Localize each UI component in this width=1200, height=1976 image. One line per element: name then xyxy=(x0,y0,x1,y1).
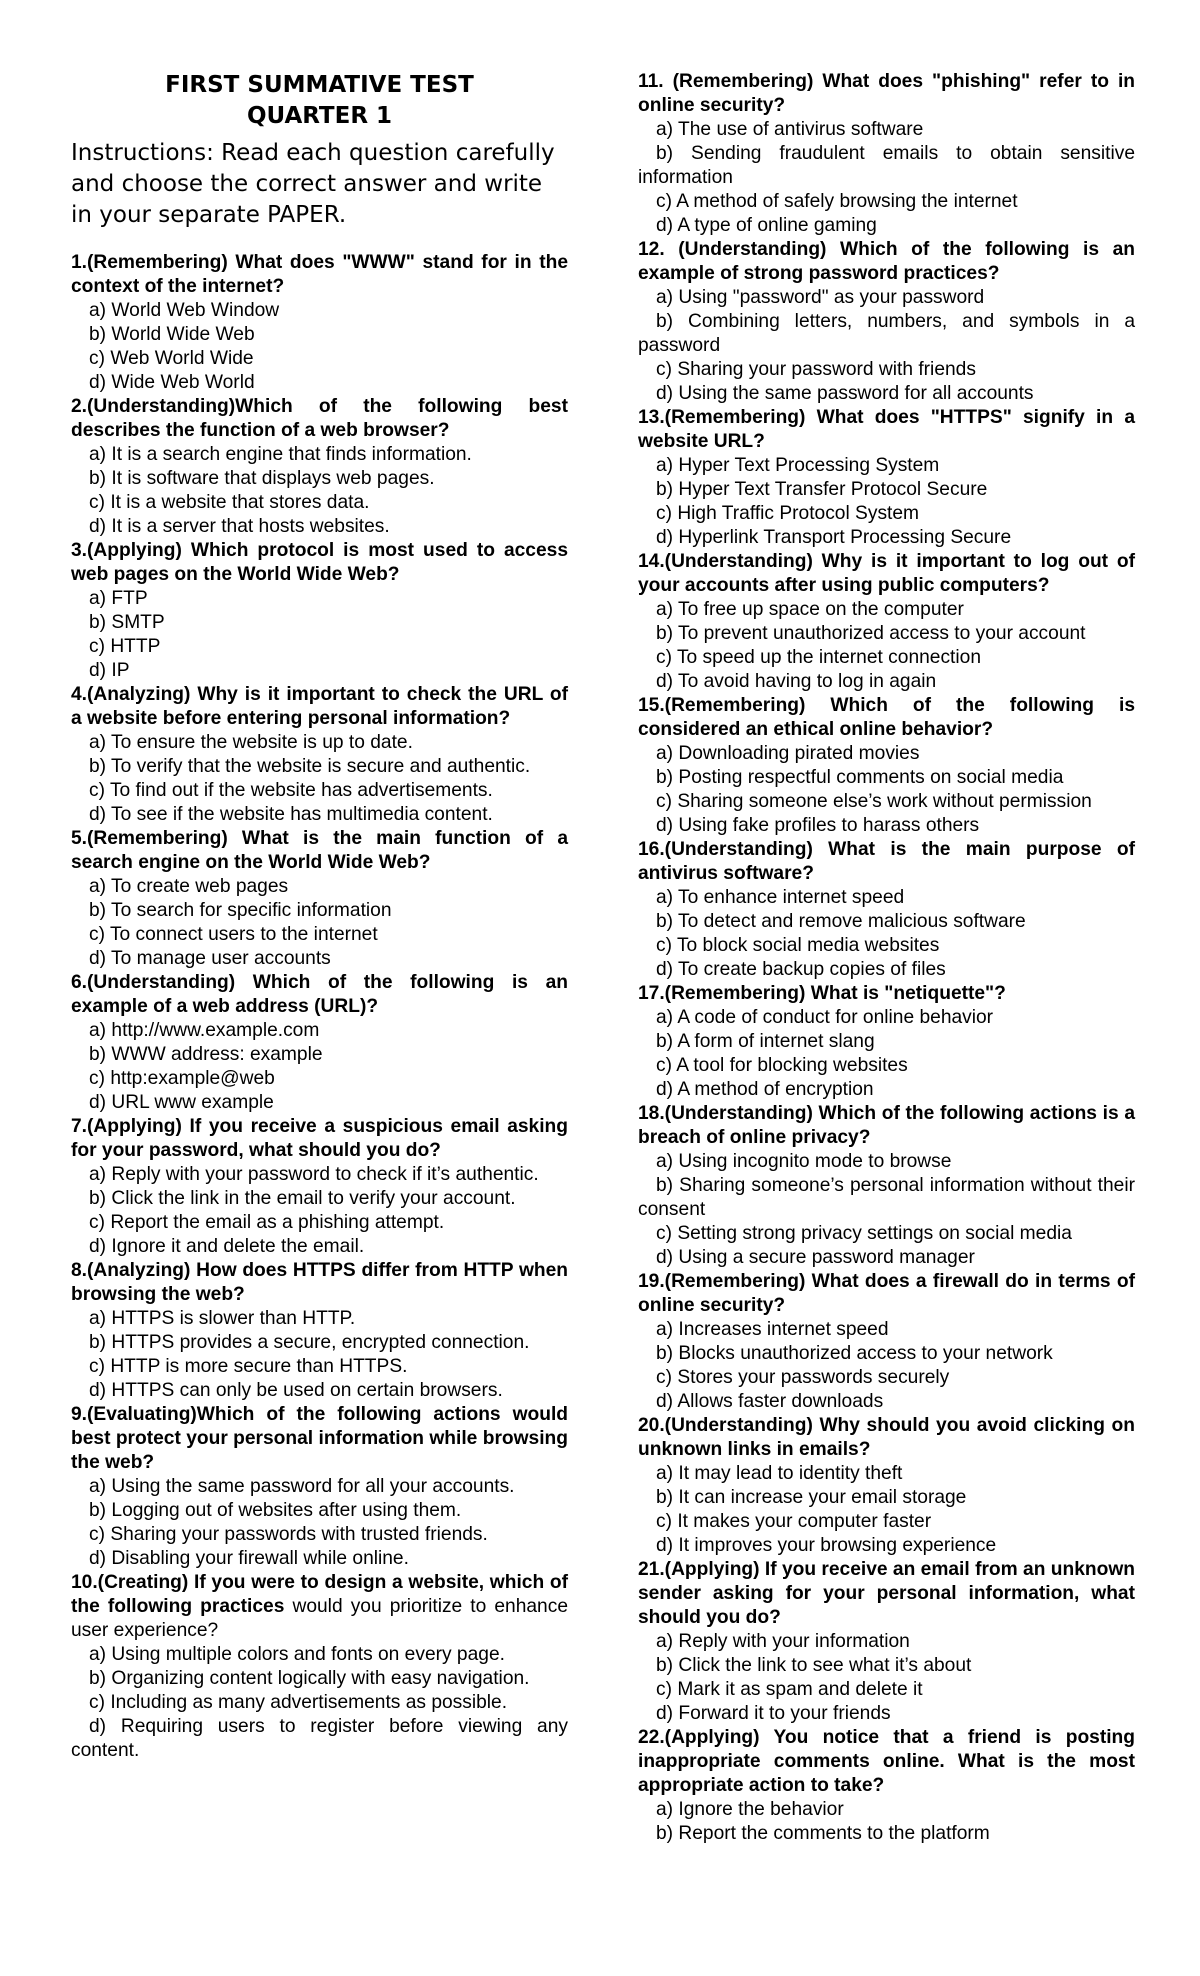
question-10 xyxy=(71,1571,568,1763)
option-a: a) Ignore the behavior xyxy=(656,1799,844,1820)
option-c: c) http:example@web xyxy=(89,1068,275,1089)
option-b: b) Hyper Text Transfer Protocol Secure xyxy=(656,479,988,500)
option-b: b) A form of internet slang xyxy=(656,1031,875,1052)
option-c: c) To connect users to the internet xyxy=(89,924,378,945)
question-7 xyxy=(71,1115,568,1259)
question-text: 12. (Understanding) Which of the following is an example of strong password practices? xyxy=(638,239,1135,284)
option-d: d) Ignore it and delete the email. xyxy=(89,1236,365,1257)
option-c: c) It makes your computer faster xyxy=(656,1511,932,1532)
question-text: 6.(Understanding) Which of the following is an example of a web address (URL)? xyxy=(71,972,568,1017)
question-2 xyxy=(71,395,568,539)
instructions: Instructions: Read each question carefully and choose the correct answer and write in your separate PAPER. xyxy=(71,140,555,228)
option-b: b) Sharing someone’s personal information without their consent xyxy=(638,1175,1135,1220)
option-c: c) To speed up the internet connection xyxy=(656,647,981,668)
option-c: c) Sharing someone else’s work without permission xyxy=(656,791,1092,812)
option-b: b) Logging out of websites after using them. xyxy=(89,1500,462,1521)
option-b: b) Sending fraudulent emails to obtain sensitive information xyxy=(638,143,1135,188)
option-c: c) Sharing your password with friends xyxy=(656,359,976,380)
option-d: d) Allows faster downloads xyxy=(656,1391,884,1412)
question-text: 14.(Understanding) Why is it important to log out of your accounts after using public computers? xyxy=(638,551,1135,596)
left-column xyxy=(71,70,568,1763)
question-text: 4.(Analyzing) Why is it important to check the URL of a website before entering personal information? xyxy=(71,684,568,729)
option-a: a) HTTPS is slower than HTTP. xyxy=(89,1308,356,1329)
question-21 xyxy=(638,1558,1135,1726)
option-d: d) Using the same password for all accounts xyxy=(656,383,1034,404)
quarter-title: QUARTER 1 xyxy=(246,103,393,129)
option-c: c) Setting strong privacy settings on social media xyxy=(656,1223,1072,1244)
option-a: a) Downloading pirated movies xyxy=(656,743,920,764)
option-b: b) To search for specific information xyxy=(89,900,392,921)
option-a: a) Using multiple colors and fonts on every page. xyxy=(89,1644,505,1665)
option-c: c) A tool for blocking websites xyxy=(656,1055,908,1076)
option-b: b) HTTPS provides a secure, encrypted connection. xyxy=(89,1332,530,1353)
option-d: d) It is a server that hosts websites. xyxy=(89,516,390,537)
question-16 xyxy=(638,838,1135,982)
option-d: d) A type of online gaming xyxy=(656,215,877,236)
question-text: 7.(Applying) If you receive a suspicious email asking for your password, what should you do? xyxy=(71,1116,568,1161)
option-a: a) It is a search engine that finds information. xyxy=(89,444,472,465)
option-b: b) To verify that the website is secure and authentic. xyxy=(89,756,531,777)
option-b: b) To detect and remove malicious software xyxy=(656,911,1026,932)
option-c: c) Sharing your passwords with trusted friends. xyxy=(89,1524,488,1545)
option-c: c) Stores your passwords securely xyxy=(656,1367,950,1388)
option-a: a) Reply with your password to check if it’s authentic. xyxy=(89,1164,539,1185)
question-text: 18.(Understanding) Which of the following actions is a breach of online privacy? xyxy=(638,1103,1135,1148)
option-c: c) Mark it as spam and delete it xyxy=(656,1679,923,1700)
option-d: d) To create backup copies of files xyxy=(656,959,946,980)
option-a: a) Using the same password for all your accounts. xyxy=(89,1476,515,1497)
question-4 xyxy=(71,683,568,827)
option-d: d) To see if the website has multimedia content. xyxy=(89,804,493,825)
option-a: a) A code of conduct for online behavior xyxy=(656,1007,994,1028)
option-b: b) Report the comments to the platform xyxy=(656,1823,990,1844)
option-a: a) To create web pages xyxy=(89,876,289,897)
question-12 xyxy=(638,238,1135,406)
option-d: d) Disabling your firewall while online. xyxy=(89,1548,409,1569)
option-a: a) The use of antivirus software xyxy=(656,119,924,140)
question-text: 1.(Remembering) What does "WWW" stand for in the context of the internet? xyxy=(71,252,568,297)
question-text-bold: 10.(Creating) If you were to design a website, which of the following practices xyxy=(71,1572,568,1617)
question-text: 19.(Remembering) What does a firewall do in terms of online security? xyxy=(638,1271,1135,1316)
question-3 xyxy=(71,539,568,683)
option-d: d) A method of encryption xyxy=(656,1079,874,1100)
option-b: b) SMTP xyxy=(89,612,165,633)
option-d: d) IP xyxy=(89,660,130,681)
option-b: b) Combining letters, numbers, and symbols in a password xyxy=(638,311,1135,356)
question-text-tail: would you prioritize to enhance user experience? xyxy=(71,1596,568,1641)
option-a: a) To enhance internet speed xyxy=(656,887,905,908)
option-d: d) To manage user accounts xyxy=(89,948,331,969)
option-b: b) To prevent unauthorized access to your account xyxy=(656,623,1086,644)
question-22 xyxy=(638,1726,1135,1846)
option-c: c) A method of safely browsing the internet xyxy=(656,191,1018,212)
question-11 xyxy=(638,70,1135,238)
option-c: c) Report the email as a phishing attempt. xyxy=(89,1212,445,1233)
option-b: b) Click the link to see what it’s about xyxy=(656,1655,972,1676)
option-a: a) To free up space on the computer xyxy=(656,599,964,620)
question-8 xyxy=(71,1259,568,1403)
option-d: d) URL www example xyxy=(89,1092,274,1113)
question-20 xyxy=(638,1414,1135,1558)
question-1 xyxy=(71,251,568,395)
question-text: 22.(Applying) You notice that a friend is posting inappropriate comments online. What is the most appropriate action to take? xyxy=(638,1727,1135,1796)
option-a: a) FTP xyxy=(89,588,148,609)
question-text: 17.(Remembering) What is "netiquette"? xyxy=(638,983,1006,1004)
option-b: b) WWW address: example xyxy=(89,1044,323,1065)
option-d: d) Using fake profiles to harass others xyxy=(656,815,980,836)
question-text: 8.(Analyzing) How does HTTPS differ from HTTP when browsing the web? xyxy=(71,1260,568,1305)
question-6 xyxy=(71,971,568,1115)
option-d: d) Forward it to your friends xyxy=(656,1703,891,1724)
option-b: b) It is software that displays web pages. xyxy=(89,468,435,489)
option-d: d) Hyperlink Transport Processing Secure xyxy=(656,527,1012,548)
option-c: c) HTTP is more secure than HTTPS. xyxy=(89,1356,408,1377)
question-5 xyxy=(71,827,568,971)
question-14 xyxy=(638,550,1135,694)
question-text: 16.(Understanding) What is the main purpose of antivirus software? xyxy=(638,839,1135,884)
question-text: 20.(Understanding) Why should you avoid clicking on unknown links in emails? xyxy=(638,1415,1135,1460)
option-c: c) To find out if the website has advertisements. xyxy=(89,780,493,801)
question-17 xyxy=(638,982,1135,1102)
question-text: 21.(Applying) If you receive an email from an unknown sender asking for your personal information, what should you do? xyxy=(638,1559,1135,1628)
test-title: FIRST SUMMATIVE TEST xyxy=(165,72,474,98)
question-text xyxy=(71,1571,568,1643)
option-a: a) It may lead to identity theft xyxy=(656,1463,903,1484)
option-d: d) Wide Web World xyxy=(89,372,255,393)
option-a: a) To ensure the website is up to date. xyxy=(89,732,413,753)
option-c: c) HTTP xyxy=(89,636,161,657)
question-text: 13.(Remembering) What does "HTTPS" signify in a website URL? xyxy=(638,407,1135,452)
option-b: b) It can increase your email storage xyxy=(656,1487,967,1508)
question-19 xyxy=(638,1270,1135,1414)
option-b: b) Click the link in the email to verify your account. xyxy=(89,1188,516,1209)
option-c: c) To block social media websites xyxy=(656,935,940,956)
option-a: a) Hyper Text Processing System xyxy=(656,455,940,476)
question-text: 3.(Applying) Which protocol is most used to access web pages on the World Wide Web? xyxy=(71,540,568,585)
option-d: d) Requiring users to register before viewing any content. xyxy=(71,1716,568,1761)
option-a: a) Reply with your information xyxy=(656,1631,910,1652)
option-b: b) Posting respectful comments on social media xyxy=(656,767,1064,788)
question-18 xyxy=(638,1102,1135,1270)
right-column xyxy=(638,70,1135,1846)
option-a: a) Increases internet speed xyxy=(656,1319,889,1340)
option-c: c) High Traffic Protocol System xyxy=(656,503,920,524)
question-text: 2.(Understanding)Which of the following best describes the function of a web browser? xyxy=(71,396,568,441)
question-text: 11. (Remembering) What does "phishing" refer to in online security? xyxy=(638,71,1135,116)
question-15 xyxy=(638,694,1135,838)
question-text: 9.(Evaluating)Which of the following actions would best protect your personal information while browsing the web? xyxy=(71,1404,568,1473)
option-a: a) Using "password" as your password xyxy=(656,287,985,308)
option-a: a) http://www.example.com xyxy=(89,1020,320,1041)
option-a: a) Using incognito mode to browse xyxy=(656,1151,952,1172)
option-d: d) It improves your browsing experience xyxy=(656,1535,997,1556)
option-b: b) Organizing content logically with easy navigation. xyxy=(89,1668,530,1689)
option-a: a) World Web Window xyxy=(89,300,280,321)
option-d: d) To avoid having to log in again xyxy=(656,671,937,692)
question-13 xyxy=(638,406,1135,550)
option-b: b) World Wide Web xyxy=(89,324,255,345)
option-c: c) It is a website that stores data. xyxy=(89,492,370,513)
question-text: 15.(Remembering) Which of the following is considered an ethical online behavior? xyxy=(638,695,1135,740)
question-9 xyxy=(71,1403,568,1571)
option-c: c) Including as many advertisements as possible. xyxy=(89,1692,508,1713)
question-text: 5.(Remembering) What is the main function of a search engine on the World Wide Web? xyxy=(71,828,568,873)
option-d: d) HTTPS can only be used on certain browsers. xyxy=(89,1380,503,1401)
option-d: d) Using a secure password manager xyxy=(656,1247,975,1268)
option-c: c) Web World Wide xyxy=(89,348,254,369)
option-b: b) Blocks unauthorized access to your network xyxy=(656,1343,1053,1364)
